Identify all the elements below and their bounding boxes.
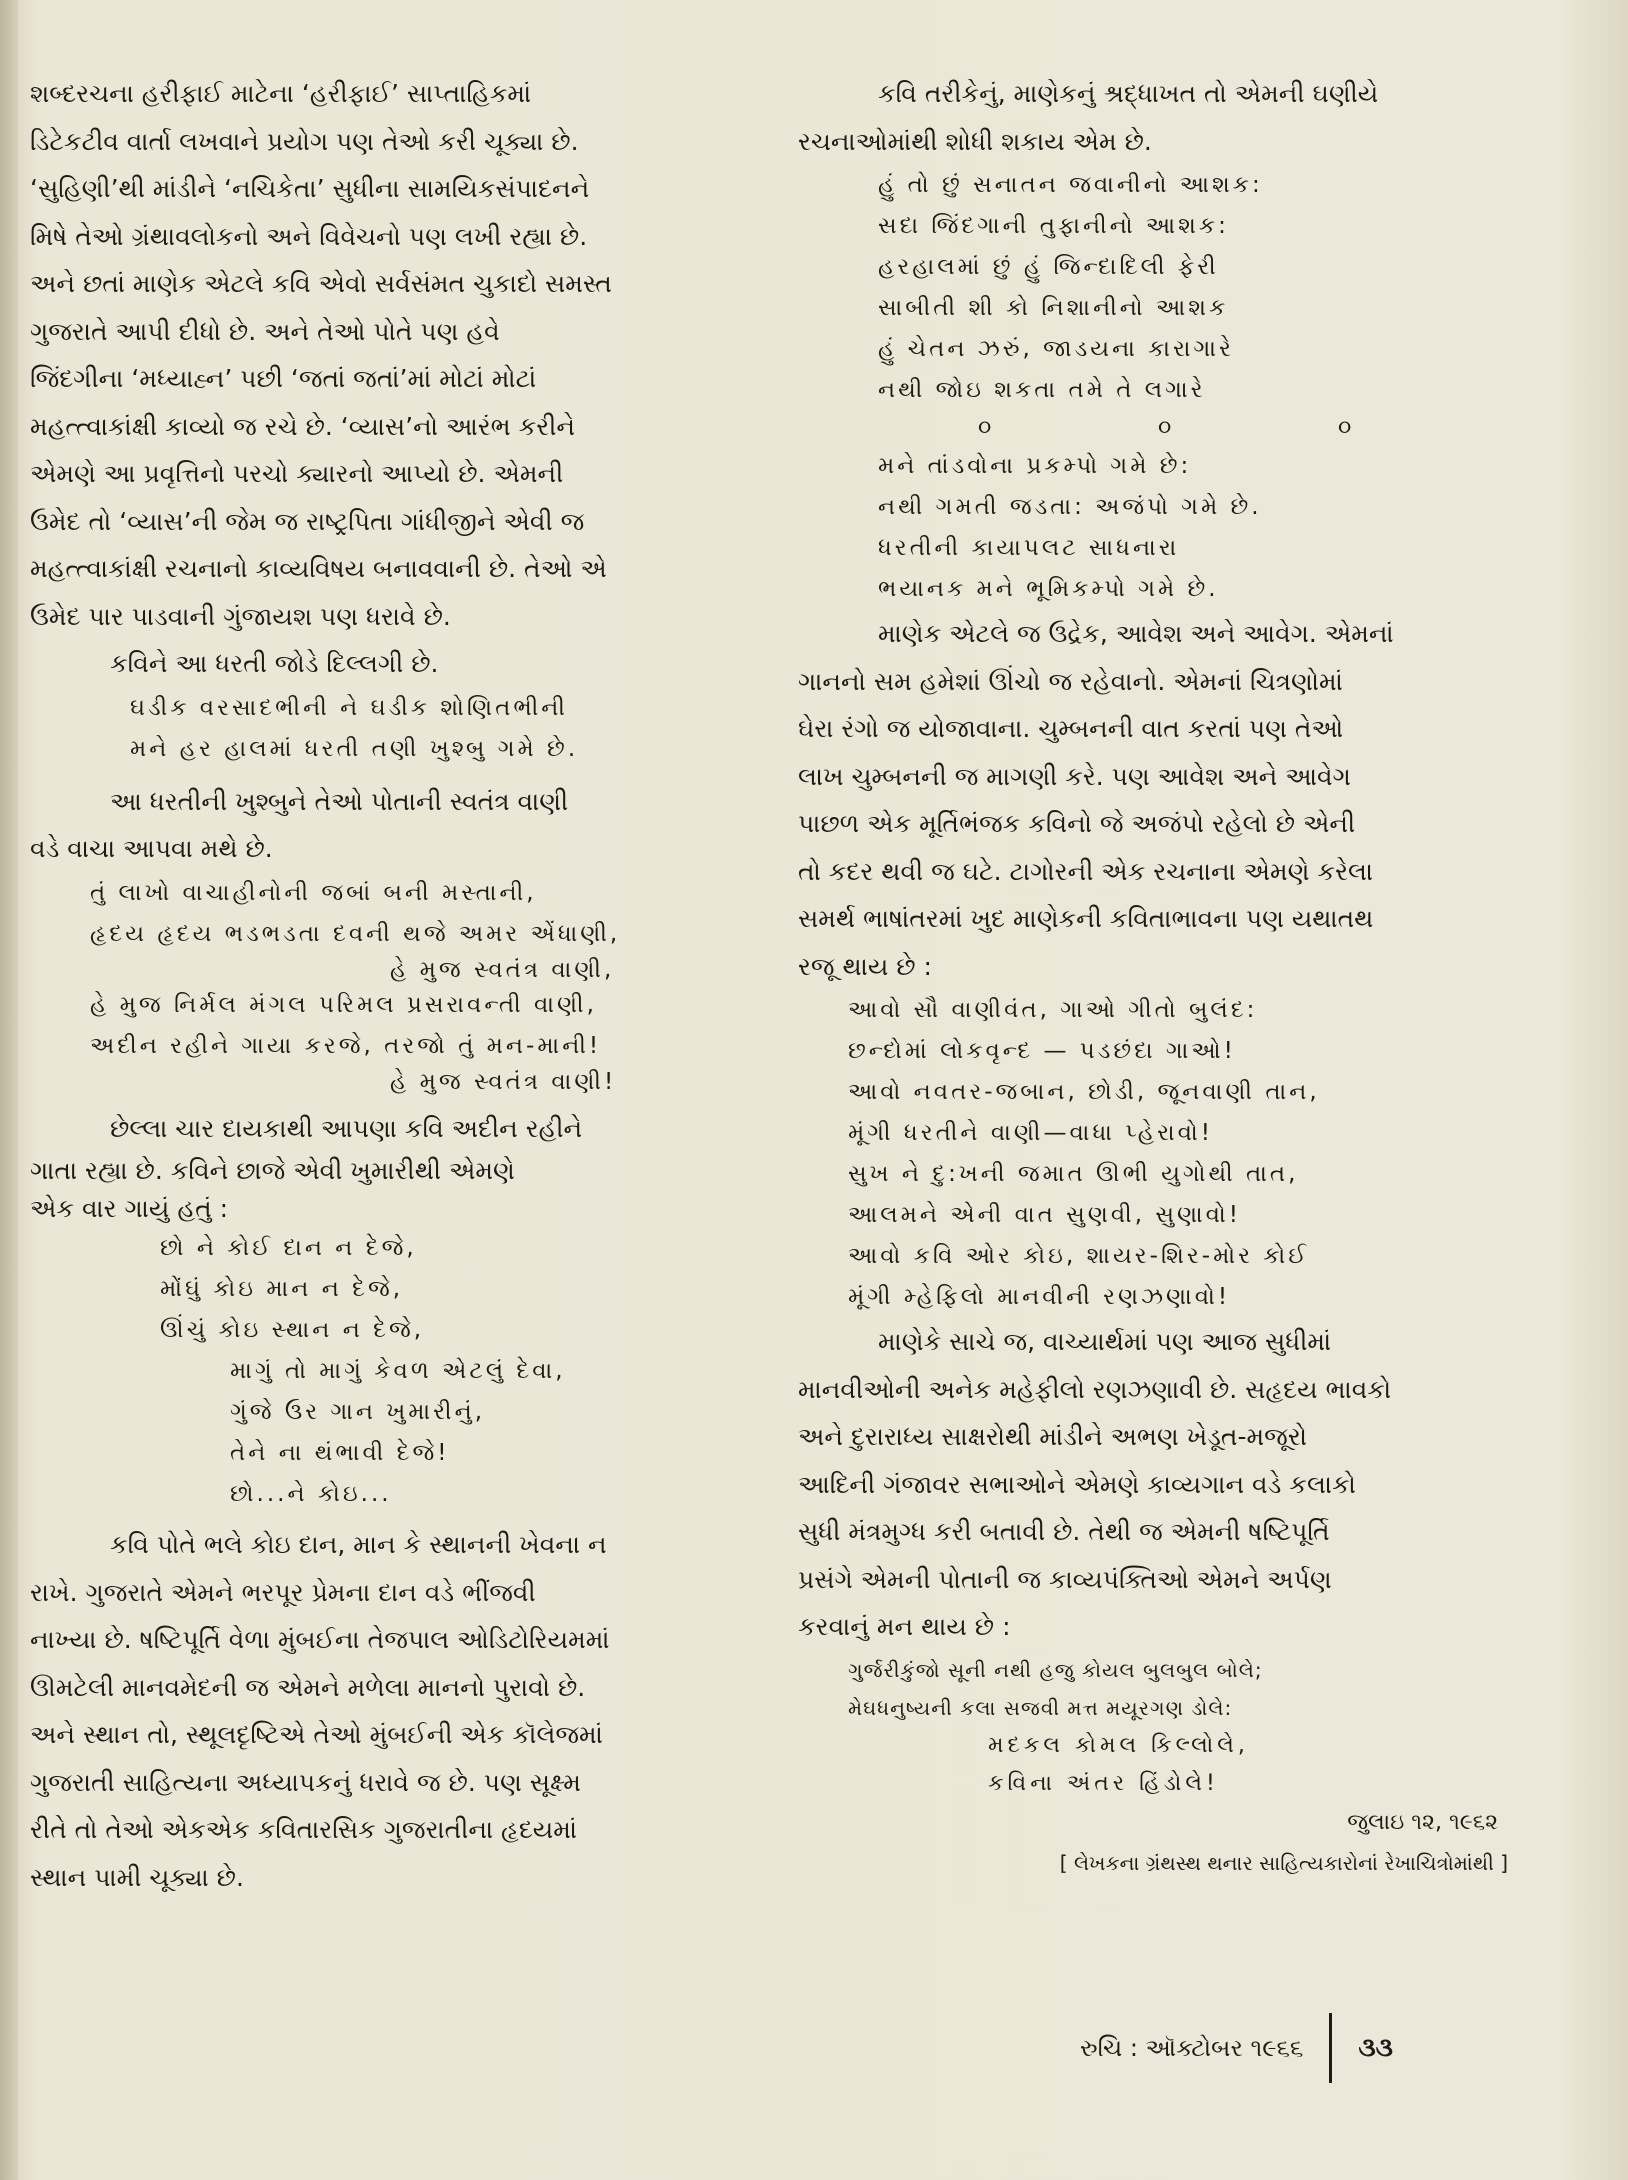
verse-line: મને હર હાલમાં ધરતી તણી ખુશ્બુ ગમે છે. [130,735,579,762]
left-column [30,70,750,1901]
verse-line: સુખ ને દુ:ખની જમાત ઊભી યુગોથી તાત, [848,1161,1299,1187]
text-line: મહત્ત્વાકાંક્ષી કાવ્યો જ રચે છે. ‘વ્યાસ’નો આરંભ કરીને [30,411,575,441]
right-paragraph-1 [798,70,1518,165]
verse-line: છો...ને કોઇ... [230,1481,392,1507]
verse-block-1 [30,688,750,770]
text-line: શબ્દરચના હરીફાઈ માટેના ‘હરીફાઈ’ સાપ્તાહિકમાં [30,79,532,108]
left-paragraph-2 [30,640,750,688]
text-line: ગાતા રહ્યા છે. કવિને છાજે એવી ખુમારીથી એમણે [30,1156,515,1185]
text-line: ‘સુહિણી’થી માંડીને ‘નચિકેતા’ સુધીના સામયિકસંપાદનને [30,174,590,203]
text-line: ઊમટેલી માનવમેદની જ એમને મળેલા માનનો પુરાવો છે. [30,1672,586,1702]
verse-line: હે મુજ સ્વતંત્ર વાણી, [390,956,615,983]
text-line: માનવીઓની અનેક મહેફીલો રણઝણાવી છે. સહૃદય ભાવકો [798,1374,1392,1404]
text-line: મિષે તેઓ ગ્રંથાવલોકનો અને વિવેચનો પણ લખી રહ્યા છે. [30,221,588,251]
text-line: આદિની ગંજાવર સભાઓને એમણે કાવ્યગાન વડે કલાકો [798,1469,1356,1499]
text-line: તો કદર થવી જ ઘટે. ટાગોરની એક રચનાના એમણે કરેલા [798,856,1374,886]
verse-line: સદા જિંદગાની તુફાનીનો આશક: [878,213,1229,239]
text-line: અને સ્થાન તો, સ્થૂલદૃષ્ટિએ તેઓ મુંબઈની એક કૉલેજમાં [30,1720,603,1749]
verse-line: તેને ના થંભાવી દેજે! [230,1440,450,1466]
dot-mark: ૦ [1158,415,1172,440]
section-dots [798,415,1518,440]
verse-line: મદકલ કોમલ કિલ્લોલે, [988,1732,1249,1758]
page-number: ૩૩ [1358,2032,1393,2063]
verse-line: આલમને એની વાત સુણવી, સુણાવો! [848,1202,1241,1228]
verse-line: આવો કવિ ઓર કોઇ, શાયર-શિર-મોર કોઈ [848,1243,1310,1269]
verse-line: મેઘધનુષ્યની કલા સજવી મત્ત મયૂરગણ ડોલે: [848,1695,1233,1720]
text-line: જિંદગીના ‘મધ્યાહ્ન’ પછી ‘જતાં જતાં’માં મોટાં મોટાં [30,364,537,393]
verse-line: સાબીતી શી કો નિશાનીનો આશક [878,295,1229,321]
verse-line: મોંઘું કોઇ માન ન દેજે, [160,1276,404,1302]
text-line: અને છતાં માણેક એટલે કવિ એવો સર્વસંમત ચુકાદો સમસ્ત [30,269,612,298]
text-line: રચનાઓમાંથી શોધી શકાય એમ છે. [798,126,1152,156]
verse-line: કવિના અંતર હિંડોલે! [988,1770,1219,1796]
verse-block-r4 [798,1651,1518,1803]
verse-block-2 [30,873,750,1097]
verse-line: તું લાખો વાચાહીનોની જબાં બની મસ્તાની, [90,879,537,906]
text-line: ઘેરા રંગો જ યોજાવાના. ચુમ્બનની વાત કરતાં પણ તેઓ [798,714,1344,743]
left-paragraph-3 [30,778,750,873]
verse-line: હે મુજ નિર્મલ મંગલ પરિમલ પ્રસરાવન્તી વાણી, [90,991,597,1018]
text-line: વડે વાચા આપવા મથે છે. [30,834,273,863]
verse-line: નથી ગમતી જડતા: અજંપો ગમે છે. [878,494,1262,520]
verse-block-r1 [798,165,1518,411]
verse-line: હે મુજ સ્વતંત્ર વાણી! [390,1068,617,1095]
left-paragraph-5 [30,1521,750,1901]
verse-line: હું ચેતન ઝરું, જાડયના કારાગારે [878,336,1234,362]
right-column [798,70,1518,1883]
magazine-issue: રુચિ : ઑક્ટોબર ૧૯૬૬ [1080,2034,1304,2062]
verse-line: ઊંચું કોઇ સ્થાન ન દેજે, [160,1317,425,1343]
verse-line: ગુંજે ઉર ગાન ખુમારીનું, [230,1399,486,1425]
text-line: માણેકે સાચે જ, વાચ્યાર્થમાં પણ આજ સુધીમાં [878,1327,1332,1356]
source-note: [ લેખકના ગ્રંથસ્થ થનાર સાહિત્યકારોનાં રેખાચિત્રોમાંથી ] [1059,1850,1508,1875]
text-line: એક વાર ગાયું હતું : [30,1194,229,1223]
text-line: રીતે તો તેઓ એકએક કવિતારસિક ગુજરાતીના હૃદયમાં [30,1815,578,1844]
text-line: પાછળ એક મૂર્તિભંજક કવિનો જે અજંપો રહેલો છે એની [798,809,1356,838]
text-line: માણેક એટલે જ ઉદ્રેક, આવેશ અને આવેગ. એમનાં [878,619,1394,648]
text-line: ગુજરાતી સાહિત્યના અધ્યાપકનું ધરાવે જ છે. પણ સૂક્ષ્મ [30,1767,581,1797]
verse-line: ઘડીક વરસાદભીની ને ઘડીક શોણિતભીની [130,694,569,721]
text-line: ઉમેદ તો ‘વ્યાસ’ની જેમ જ રાષ્ટ્રપિતા ગાંધીજીને એવી જ [30,506,585,536]
verse-line: આવો સૌ વાણીવંત, ગાઓ ગીતો બુલંદ: [848,997,1258,1023]
right-paragraph-3 [798,1318,1518,1651]
text-line: કવિ તરીકેનું, માણેકનું શ્રદ્ધાખત તો એમની ઘણીયે [878,79,1379,108]
footer-divider [1329,2013,1332,2083]
verse-line: ભયાનક મને ભૂમિકમ્પો ગમે છે. [878,576,1219,602]
verse-line: હૃદય હૃદય ભડભડતા દવની થજે અમર એંધાણી, [90,920,621,947]
text-line: સુધી મંત્રમુગ્ધ કરી બતાવી છે. તેથી જ એમની ષષ્ટિપૂર્તિ [798,1517,1330,1546]
text-line: પ્રસંગે એમની પોતાની જ કાવ્યપંક્તિઓ એમને અર્પણ [798,1564,1332,1594]
verse-line: ગુર્જરીકુંજો સૂની નથી હજુ કોયલ બુલબુલ બોલે; [848,1657,1263,1682]
verse-line: છન્દોમાં લોકવૃન્દ — પડછંદા ગાઓ! [848,1038,1236,1064]
verse-line: માગું તો માગું કેવળ એટલું દેવા, [230,1358,566,1384]
text-line: અને દુરારાધ્ય સાક્ષરોથી માંડીને અભણ ખેડૂત-મજૂરો [798,1422,1308,1451]
verse-block-3 [30,1228,750,1515]
text-line: ગુજરાતે આપી દીધો છે. અને તેઓ પોતે પણ હવે [30,316,500,346]
right-paragraph-2 [798,610,1518,990]
text-line: ગાનનો સમ હમેશાં ઊંચો જ રહેવાનો. એમનાં ચિત્રણોમાં [798,666,1343,696]
binding-edge [0,0,18,2180]
verse-line: આવો નવતર-જબાન, છોડી, જૂનવાણી તાન, [848,1079,1320,1105]
text-line: ઉમેદ પાર પાડવાની ગુંજાયશ પણ ધરાવે છે. [30,601,451,631]
text-line: મહત્ત્વાકાંક્ષી રચનાનો કાવ્યવિષય બનાવવાની છે. તેઓ એ [30,554,607,583]
verse-line: મૂંગી ધરતીને વાણી—વાધા પ્હેરાવો! [848,1120,1213,1146]
text-line: લાખ ચુમ્બનની જ માગણી કરે. પણ આવેશ અને આવેગ [798,761,1351,791]
verse-line: હું તો છું સનાતન જવાનીનો આશક: [878,172,1263,198]
text-line: કરવાનું મન થાય છે : [798,1612,1011,1641]
text-line: સમર્થ ભાષાંતરમાં ખુદ માણેકની કવિતાભાવના પણ યથાતથ [798,904,1374,933]
text-line: સ્થાન પામી ચૂક્યા છે. [30,1862,244,1892]
verse-block-r2 [798,446,1518,610]
verse-line: ધરતીની કાયાપલટ સાધનારા [878,535,1180,561]
verse-line: મૂંગી મ્હેફિલો માનવીની રણઝણાવો! [848,1284,1231,1310]
left-paragraph-1 [30,70,750,640]
verse-line: હરહાલમાં છું હું જિન્દાદિલી ફેરી [878,254,1219,280]
text-line: એમણે આ પ્રવૃત્તિનો પરચો ક્યારનો આપ્યો છે. એમની [30,459,564,488]
verse-block-r3 [798,990,1518,1318]
dot-mark: ૦ [1338,415,1352,440]
verse-line: નથી જોઇ શકતા તમે તે લગારે [878,377,1206,403]
text-line: આ ધરતીની ખુશ્બુને તેઓ પોતાની સ્વતંત્ર વાણી [110,786,569,816]
text-line: કવિને આ ધરતી જોડે દિલ્લગી છે. [110,649,439,678]
text-line: ડિટેકટીવ વાર્તા લખવાને પ્રયોગ પણ તેઓ કરી ચૂક્યા છે. [30,126,579,156]
left-paragraph-4 [30,1105,750,1229]
dot-mark: ૦ [978,415,992,440]
text-line: રજૂ થાય છે : [798,951,932,981]
article-date: જુલાઇ ૧૨, ૧૯૬૨ [1347,1809,1498,1835]
text-line: નાખ્યા છે. ષષ્ટિપૂર્તિ વેળા મુંબઈના તેજપાલ ઓડિટોરિયમમાં [30,1625,610,1654]
page-footer [1080,2018,1393,2078]
text-line: છેલ્લા ચાર દાયકાથી આપણા કવિ અદીન રહીને [110,1113,583,1143]
text-line: રાખે. ગુજરાતે એમને ભરપૂર પ્રેમના દાન વડે ભીંજવી [30,1577,536,1607]
text-line: કવિ પોતે ભલે કોઇ દાન, માન કે સ્થાનની ખેવના ન [110,1530,607,1559]
verse-line: અદીન રહીને ગાયા કરજે, તરજો તું મન-માની! [90,1032,602,1059]
verse-line: છો ને કોઈ દાન ન દેજે, [160,1235,417,1261]
verse-line: મને તાંડવોના પ્રકમ્પો ગમે છે: [878,453,1192,479]
